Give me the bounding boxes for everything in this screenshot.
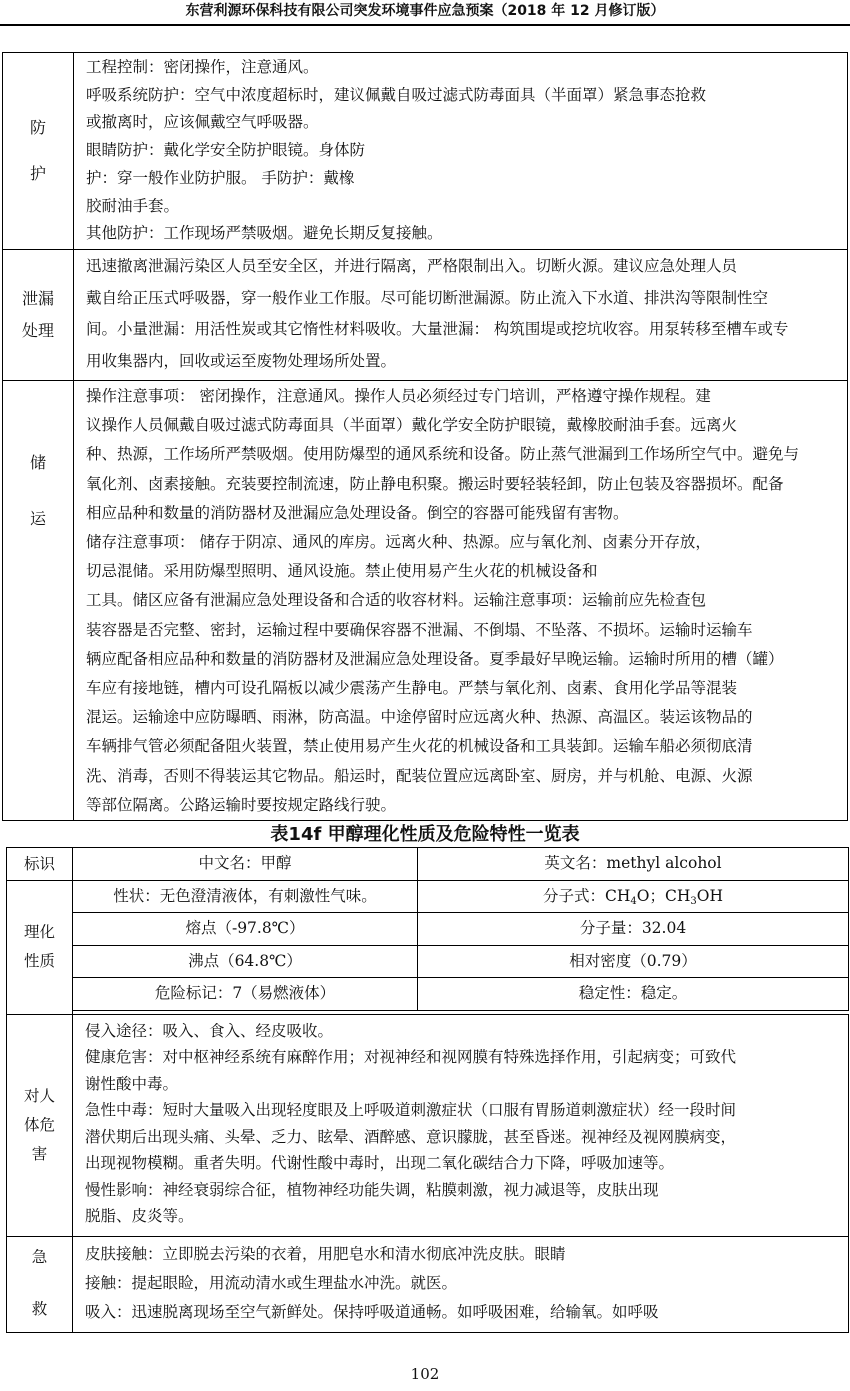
formula-part: CH [665, 886, 691, 905]
storage-line: 氧化剂、卤素接触。充装要控制流速，防止静电积聚。搬运时要轻装轻卸，防止包装及容器损坏。配备 [86, 474, 784, 493]
appearance: 性状：无色澄清液体，有刺激性气味。 [73, 880, 418, 913]
storage-line: 辆应配备相应品种和数量的消防器材及泄漏应急处理设备。夏季最好早晚运输。运输时所用的槽（罐） [86, 649, 784, 668]
leak-label-line-2: 处理 [21, 321, 54, 340]
property-row [7, 945, 849, 978]
properties-label [7, 880, 73, 1014]
storage-line: 混运。运输途中应防曝晒、雨淋，防高温。中途停留时应远离火种、热源、高温区。装运该物品的 [86, 708, 753, 727]
formula-subscript: 3 [690, 895, 697, 907]
first-aid-label [7, 1236, 73, 1332]
document-header: 东营利源环保科技有限公司突发环境事件应急预案（2018 年 12 月修订版） [185, 3, 665, 19]
leak-row [3, 250, 848, 381]
health-label-line-2: 体危 [23, 1115, 55, 1134]
properties-label-line-2: 性质 [23, 952, 55, 970]
storage-label [3, 381, 74, 821]
header-rule [0, 24, 850, 26]
page-number: 102 [410, 1365, 440, 1383]
methanol-properties-table [6, 847, 849, 1333]
hazard-measures-table [2, 52, 848, 821]
protection-line: 护：穿一般作业防护服。 手防护：戴橡 [86, 168, 355, 187]
health-line: 慢性影响：神经衰弱综合征，植物神经功能失调，粘膜刺激，视力减退等，皮肤出现 [85, 1180, 659, 1199]
first-aid-row [7, 1236, 849, 1332]
first-aid-line: 吸入：迅速脱离现场至空气新鲜处。保持呼吸道通畅。如呼吸困难，给输氧。如呼吸 [85, 1302, 659, 1321]
health-line: 脱脂、皮炎等。 [85, 1207, 194, 1225]
formula-part: O [636, 886, 650, 905]
storage-text [74, 381, 848, 821]
properties-label-line-1: 理化 [23, 923, 55, 941]
storage-line: 洗、消毒，否则不得装运其它物品。船运时，配装位置应远离卧室、厨房，并与机舱、电源、火源 [86, 766, 753, 785]
health-label-line-1: 对人 [23, 1086, 55, 1105]
leak-text [74, 250, 848, 381]
storage-line: 相应品种和数量的消防器材及泄漏应急处理设备。倒空的容器可能残留有害物。 [86, 503, 629, 522]
protection-label-char-1: 防 [29, 118, 46, 137]
storage-line: 议操作人员佩戴自吸过滤式防毒面具（半面罩）戴化学安全防护眼镜，戴橡胶耐油手套。远离火 [86, 416, 738, 435]
storage-line: 装容器是否完整、密封，运输过程中要确保容器不泄漏、不倒塌、不坠落、不损坏。运输时运输车 [86, 620, 753, 639]
health-label-line-3: 害 [31, 1144, 48, 1163]
storage-label-char-1: 储 [29, 453, 46, 472]
identity-row [7, 848, 849, 881]
storage-label-char-2: 运 [29, 509, 46, 528]
protection-line: 呼吸系统防护：空气中浓度超标时，建议佩戴自吸过滤式防毒面具（半面罩）紧急事态抢救 [86, 85, 707, 104]
molecular-weight: 分子量：32.04 [418, 913, 849, 946]
storage-line: 种、热源，工作场所严禁吸烟。使用防爆型的通风系统和设备。防止蒸气泄漏到工作场所空气中。避免与 [86, 445, 800, 464]
storage-line: 储存注意事项： 储存于阴凉、通风的库房。远离火种、热源。应与氧化剂、卤素分开存放， [86, 533, 711, 552]
storage-line: 车辆排气管必须配备阻火装置，禁止使用易产生火花的机械设备和工具装卸。运输车船必须彻底清 [86, 737, 753, 756]
storage-line: 等部位隔离。公路运输时要按规定路线行驶。 [86, 795, 397, 814]
protection-text [74, 53, 848, 250]
protection-line: 眼睛防护：戴化学安全防护眼镜。身体防 [86, 141, 366, 160]
protection-row [3, 53, 848, 250]
storage-line: 切忌混储。采用防爆型照明、通风设施。禁止使用易产生火花的机械设备和 [86, 562, 598, 581]
protection-label [3, 53, 74, 250]
health-line: 侵入途径：吸入、食入、经皮吸收。 [85, 1021, 334, 1040]
leak-line: 戴自给正压式呼吸器，穿一般作业工作服。尽可能切断泄漏源。防止流入下水道、排洪沟等限制性空 [86, 288, 769, 307]
protection-line: 胶耐油手套。 [86, 196, 180, 215]
first-aid-label-char-1: 急 [31, 1247, 48, 1266]
health-line: 潜伏期后出现头痛、头晕、乏力、眩晕、酒醉感、意识朦胧，甚至昏迷。视神经及视网膜病变， [85, 1127, 737, 1146]
health-row [7, 1014, 849, 1236]
formula-subscript: 4 [630, 895, 637, 907]
leak-line: 迅速撤离泄漏污染区人员至安全区，并进行隔离，严格限制出入。切断火源。建议应急处理人员 [86, 257, 738, 275]
boiling-point: 沸点（64.8℃） [73, 945, 418, 978]
leak-line: 间。小量泄漏：用活性炭或其它惰性材料吸收。大量泄漏： 构筑围堤或挖坑收容。用泵转移至槽车或专 [86, 320, 789, 338]
formula-part: OH [696, 886, 723, 905]
formula-prefix: 分子式： [542, 886, 605, 905]
leak-label-line-1: 泄漏 [21, 289, 54, 308]
hazard-mark: 危险标记：7（易燃液体） [73, 978, 418, 1011]
first-aid-text [73, 1236, 849, 1332]
storage-row [3, 381, 848, 821]
molecular-formula [418, 880, 849, 913]
formula-part: CH [605, 886, 631, 905]
property-row [7, 913, 849, 946]
health-text [73, 1014, 849, 1236]
leak-line: 用收集器内，回收或运至废物处理场所处置。 [86, 351, 397, 370]
protection-line: 工程控制：密闭操作，注意通风。 [86, 58, 319, 76]
first-aid-line: 皮肤接触：立即脱去污染的衣着，用肥皂水和清水彻底冲洗皮肤。眼睛 [85, 1244, 566, 1263]
storage-line: 车应有接地链，槽内可设孔隔板以减少震荡产生静电。严禁与氧化剂、卤素、食用化学品等混装 [86, 679, 738, 698]
health-label [7, 1014, 73, 1236]
first-aid-line: 接触：提起眼睑，用流动清水或生理盐水冲洗。就医。 [85, 1273, 458, 1292]
property-row [7, 978, 849, 1011]
melting-point: 熔点（-97.8℃） [73, 913, 418, 946]
protection-line: 其他防护：工作现场严禁吸烟。避免长期反复接触。 [86, 224, 443, 243]
health-line: 出现视物模糊。重者失明。代谢性酸中毒时，出现二氧化碳结合力下降，呼吸加速等。 [85, 1154, 675, 1172]
first-aid-label-char-2: 救 [31, 1299, 48, 1318]
health-line: 谢性酸中毒。 [85, 1074, 179, 1093]
identity-label: 标识 [7, 848, 73, 881]
leak-label [3, 250, 74, 381]
protection-line: 或撤离时，应该佩戴空气呼吸器。 [86, 113, 319, 132]
table-title: 表14f 甲醇理化性质及危险特性一览表 [270, 824, 580, 845]
formula-separator: ； [649, 886, 665, 905]
relative-density: 相对密度（0.79） [418, 945, 849, 978]
health-line: 健康危害：对中枢神经系统有麻醉作用；对视神经和视网膜有特殊选择作用，引起病变；可致代 [85, 1048, 737, 1066]
storage-line: 工具。储区应备有泄漏应急处理设备和合适的收容材料。运输注意事项：运输前应先检查包 [86, 591, 707, 610]
property-row [7, 880, 849, 913]
storage-line: 操作注意事项： 密闭操作，注意通风。操作人员必须经过专门培训，严格遵守操作规程。建 [86, 387, 711, 405]
english-name: 英文名：methyl alcohol [418, 848, 849, 881]
stability: 稳定性：稳定。 [418, 978, 849, 1011]
protection-label-char-2: 护 [29, 164, 46, 183]
chinese-name: 中文名：甲醇 [73, 848, 418, 881]
health-line: 急性中毒：短时大量吸入出现轻度眼及上呼吸道刺激症状（口服有胃肠道刺激症状）经一段时间 [85, 1101, 737, 1119]
